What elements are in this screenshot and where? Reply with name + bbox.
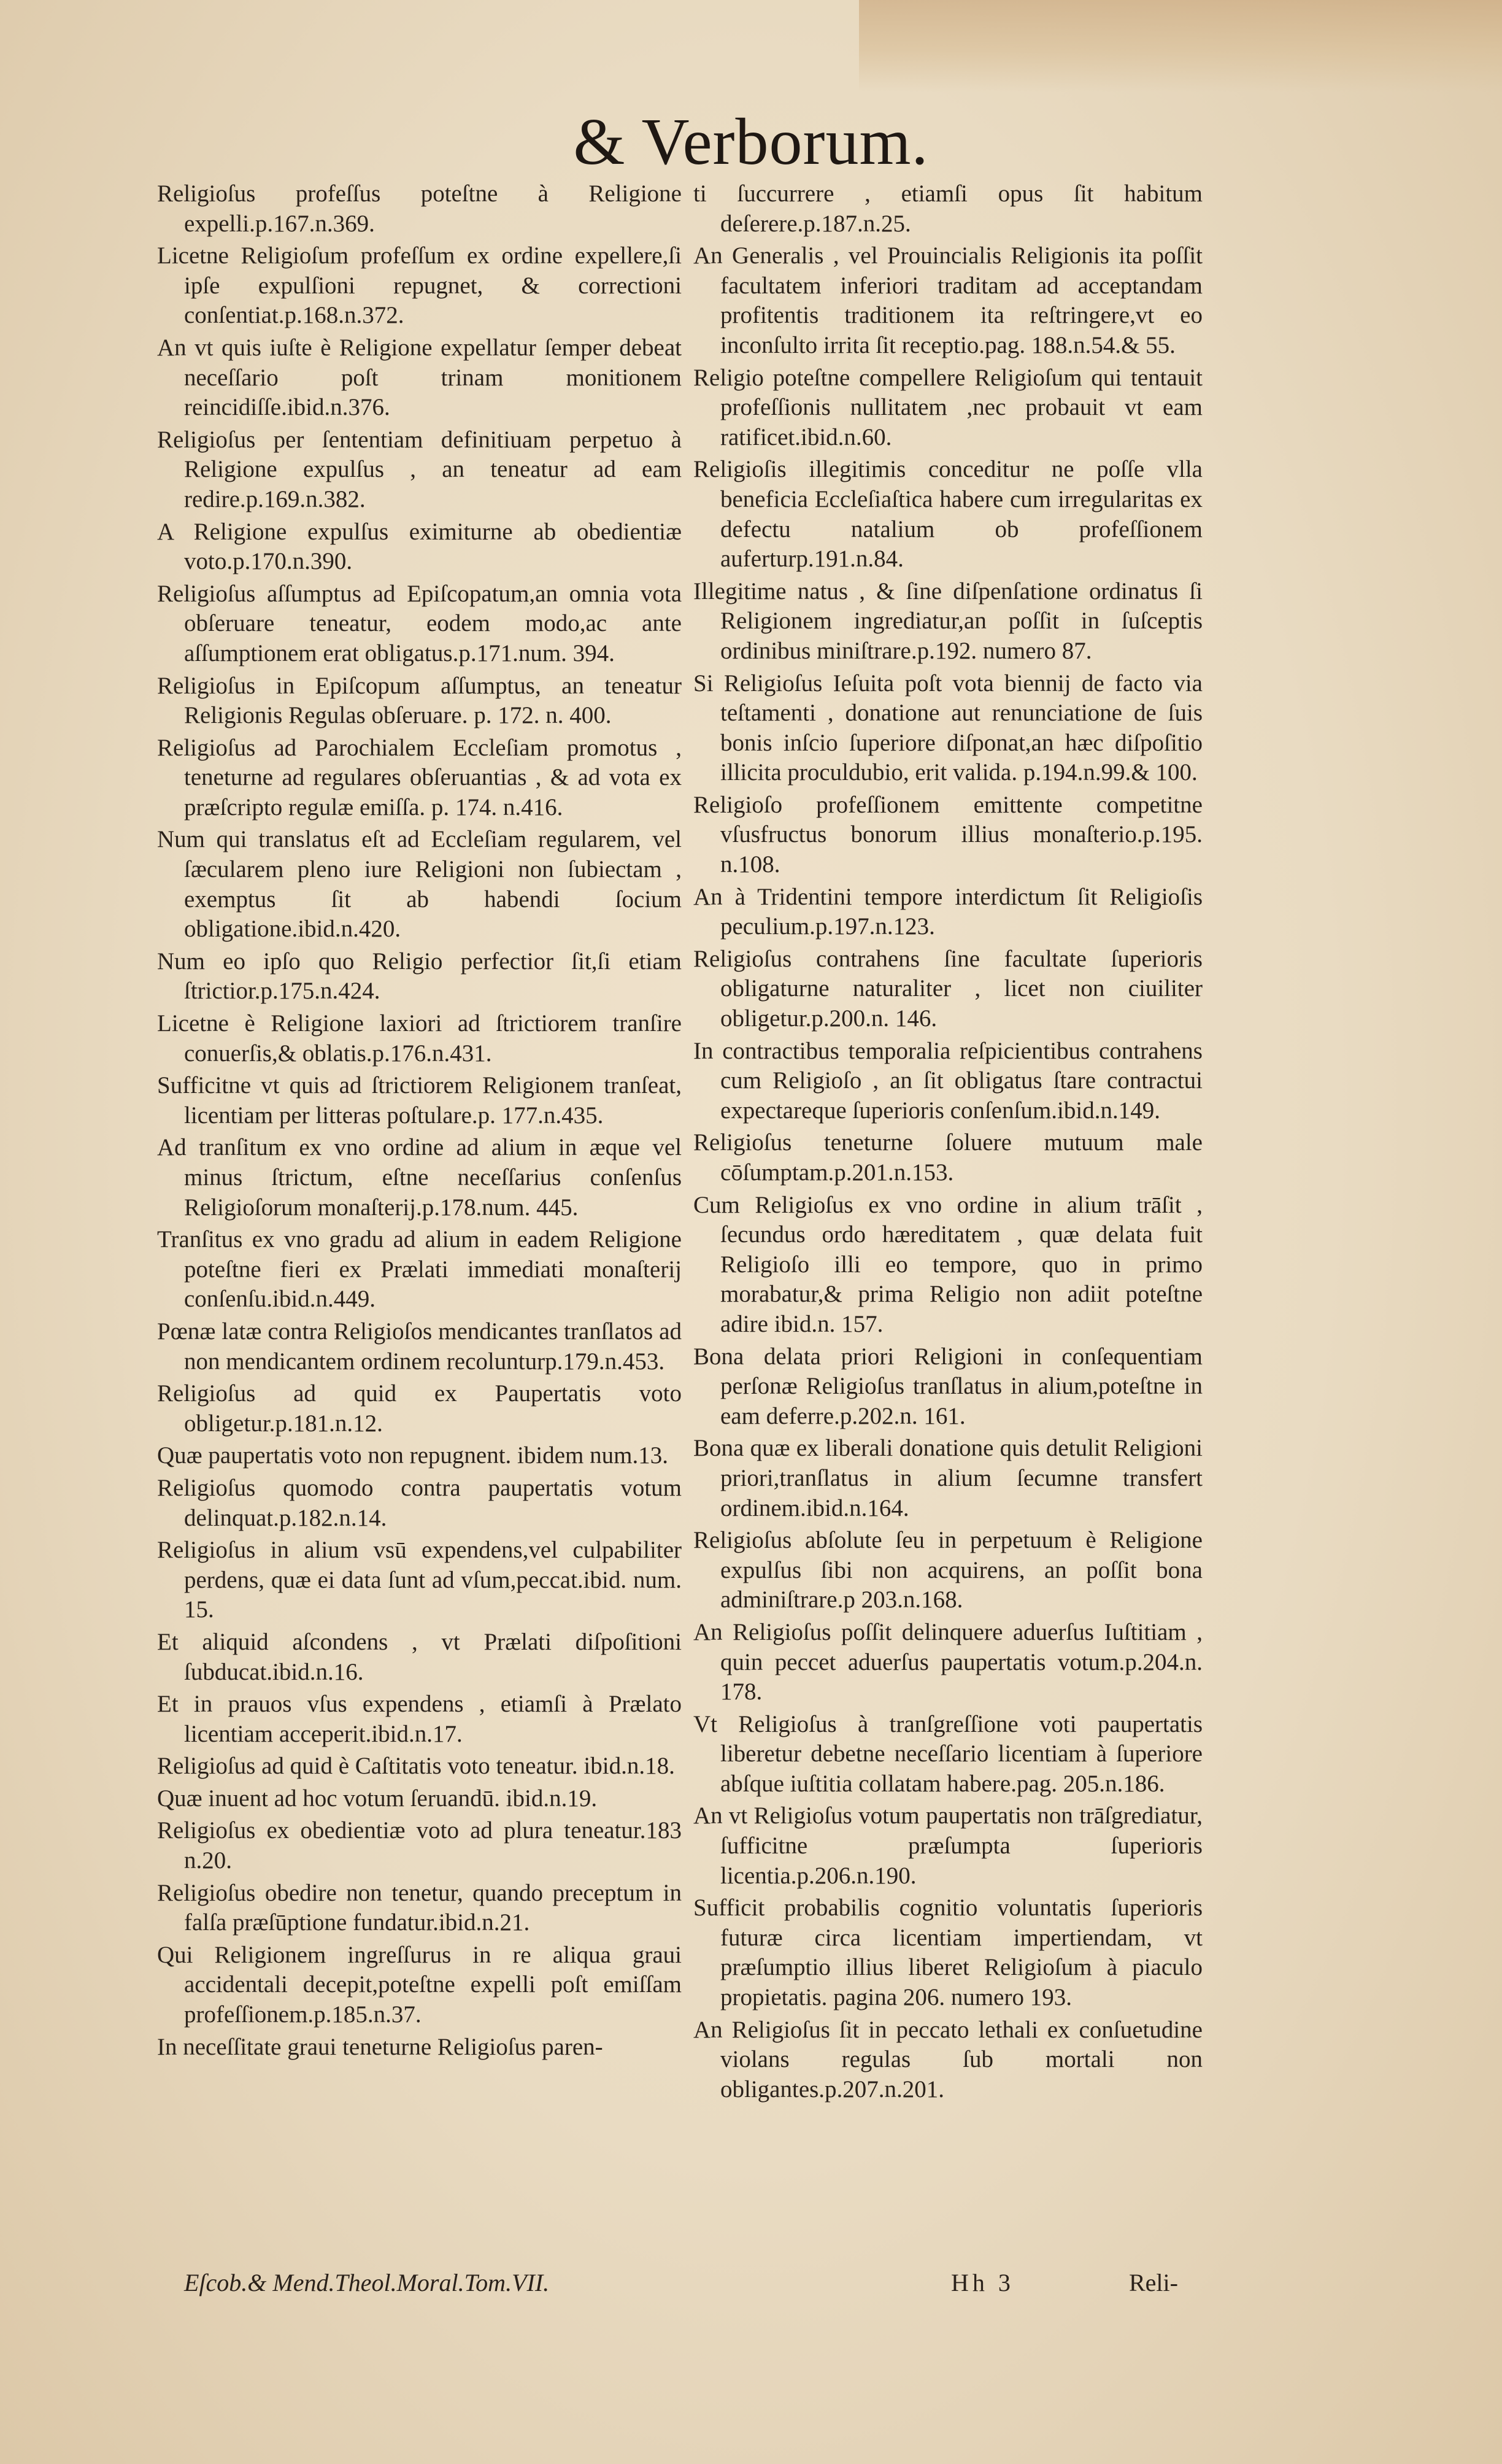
running-signature: Eſcob.& Mend.Theol.Moral.Tom.VII.	[184, 2269, 550, 2296]
index-entry: Sufficit probabilis cognitio voluntatis ſuperioris futuræ circa licentiam impertiendam, vt præſumptio illius liberet Religioſum à piaculo propietatis. pagina 206. numero 193.	[693, 1894, 1203, 2011]
index-entry: An Religioſus poſſit delinquere aduerſus Iuſtitiam , quin peccet aduerſus paupertatis votum.p.204.n. 178.	[693, 1618, 1203, 1705]
index-entry: Et in prauos vſus expendens , etiamſi à Prælato licentiam acceperit.ibid.n.17.	[157, 1691, 682, 1747]
page-title: & Verborum.	[573, 106, 929, 179]
index-entry: Religioſus ex obedientiæ voto ad plura teneatur.183 n.20.	[157, 1817, 682, 1874]
index-entry: An Generalis , vel Prouincialis Religionis ita poſſit facultatem inferiori traditam ad acceptandam profitentis traditionem ita reſtringere,vt eo inconſulto irrita ſit receptio.pag. 188.n.54.& 55.	[693, 242, 1203, 358]
index-entry: Pœnæ latæ contra Religioſos mendicantes tranſlatos ad non mendicantem ordinem recolunturp.179.n.453.	[157, 1318, 682, 1375]
index-entry: Licetne Religioſum profeſſum ex ordine expellere,ſi ipſe expulſioni repugnet, & correctioni conſentiat.p.168.n.372.	[157, 242, 682, 329]
index-entry: Religioſus per ſententiam definitiuam perpetuo à Religione expulſus , an teneatur ad eam redire.p.169.n.382.	[157, 426, 682, 512]
index-entry: In contractibus temporalia reſpicientibus contrahens cum Religioſo , an ſit obligatus ſtare contractui expectareque ſuperioris conſenſum.ibid.n.149.	[693, 1037, 1203, 1124]
index-entry: Religioſus in Epiſcopum aſſumptus, an teneatur Religionis Regulas obſeruare. p. 172. n. 400.	[157, 672, 682, 729]
index-entry: Religioſus abſolute ſeu in perpetuum è Religione expulſus ſibi non acquirens, an poſſit bona adminiſtrare.p 203.n.168.	[693, 1527, 1203, 1613]
index-entry: Religio poteſtne compellere Religioſum qui tentauit profeſſionis nullitatem ,nec probauit vt eam ratificet.ibid.n.60.	[693, 364, 1203, 450]
index-entry: Religioſus teneturne ſoluere mutuum male cōſumptam.p.201.n.153.	[693, 1129, 1203, 1186]
index-entry: ti ſuccurrere , etiamſi opus ſit habitum deſerere.p.187.n.25.	[693, 180, 1203, 237]
index-entry: Religioſus obedire non tenetur, quando preceptum in falſa præſūptione fundatur.ibid.n.21.	[157, 1879, 682, 1936]
index-entry: An Religioſus ſit in peccato lethali ex conſuetudine violans regulas ſub mortali non obligantes.p.207.n.201.	[693, 2016, 1203, 2103]
index-entry: Ad tranſitum ex vno ordine ad alium in æque vel minus ſtrictum, eſtne neceſſarius conſenſus Religioſorum monaſterij.p.178.num. 445.	[157, 1134, 682, 1221]
index-entry: Tranſitus ex vno gradu ad alium in eadem Religione poteſtne fieri ex Prælati immediati monaſterij conſenſu.ibid.n.449.	[157, 1226, 682, 1313]
index-entry: An à Tridentini tempore interdictum ſit Religioſis peculium.p.197.n.123.	[693, 883, 1203, 940]
index-entry: Religioſus contrahens ſine facultate ſuperioris obligaturne naturaliter , licet non ciuiliter obligetur.p.200.n. 146.	[693, 945, 1203, 1032]
index-entry: Religioſus in alium vsū expendens,vel culpabiliter perdens, quæ ei data ſunt ad vſum,peccat.ibid. num. 15.	[157, 1537, 682, 1623]
catchword: Reli-	[1129, 2269, 1178, 2296]
index-entry: Quæ paupertatis voto non repugnent. ibidem num.13.	[157, 1442, 668, 1469]
index-entry: Bona quæ ex liberali donatione quis detulit Religioni priori,tranſlatus in alium ſecumne transfert ordinem.ibid.n.164.	[693, 1435, 1203, 1521]
index-entry: Licetne è Religione laxiori ad ſtrictiorem tranſire conuerſis,& oblatis.p.176.n.431.	[157, 1010, 682, 1067]
index-entry: Illegitime natus , & ſine diſpenſatione ordinatus ſi Religionem ingrediatur,an poſſit in ſuſceptis ordinibus miniſtrare.p.192. numero 87.	[693, 577, 1203, 664]
index-entry: Religioſus aſſumptus ad Epiſcopatum,an omnia vota obſeruare teneatur, eodem modo,ac ante aſſumptionem erat obligatus.p.171.num. 394.	[157, 580, 682, 666]
index-entry: Religioſus quomodo contra paupertatis votum delinquat.p.182.n.14.	[157, 1474, 682, 1531]
index-entry: Quæ inuent ad hoc votum ſeruandū. ibid.n.19.	[157, 1785, 598, 1812]
index-entry: Religioſus ad quid è Caſtitatis voto teneatur. ibid.n.18.	[157, 1753, 675, 1780]
index-entry: Et aliquid aſcondens , vt Prælati diſpoſitioni ſubducat.ibid.n.16.	[157, 1628, 682, 1685]
index-entry: Vt Religioſus à tranſgreſſione voti paupertatis liberetur debetne neceſſario licentiam à ſuperiore abſque iuſtitia collatam habere.pag. 205.n.186.	[693, 1710, 1203, 1797]
index-entry: Num eo ipſo quo Religio perfectior ſit,ſi etiam ſtrictior.p.175.n.424.	[157, 948, 682, 1005]
index-entry: Religioſus ad Parochialem Eccleſiam promotus , teneturne ad regulares obſeruantias , & ad vota ex præſcripto regulæ emiſſa. p. 174. n.416.	[157, 734, 682, 821]
index-entry: A Religione expulſus eximiturne ab obedientiæ voto.p.170.n.390.	[157, 518, 682, 575]
signature-mark: Hh 3	[951, 2269, 1014, 2296]
index-entry: An vt Religioſus votum paupertatis non trāſgrediatur, ſufficitne præſumpta ſuperioris licentia.p.206.n.190.	[693, 1802, 1203, 1889]
index-entry: Religioſis illegitimis conceditur ne poſſe vlla beneficia Eccleſiaſtica habere cum irregularitas ex defectu natalium ob profeſſionem auferturp.191.n.84.	[693, 456, 1203, 573]
index-entry: An vt quis iuſte è Religione expellatur ſemper debeat neceſſario poſt trinam monitionem reincidiſſe.ibid.n.376.	[157, 334, 682, 421]
left-column	[157, 179, 682, 2064]
index-entry: Sufficitne vt quis ad ſtrictiorem Religionem tranſeat, licentiam per litteras poſtulare.p. 177.n.435.	[157, 1072, 682, 1129]
index-entry: Cum Religioſus ex vno ordine in alium trāſit , ſecundus ordo hæreditatem , quæ delata fuit Religioſo illi eo tempore, quo in primo morabatur,& prima Religio non adiit poteſtne adire ibid.n. 157.	[693, 1191, 1203, 1337]
water-stain	[859, 0, 1502, 92]
right-column	[693, 179, 1203, 2107]
index-entry: Bona delata priori Religioni in conſequentiam perſonæ Religioſus tranſlatus in alium,poteſtne in eam deferre.p.202.n. 161.	[693, 1343, 1203, 1429]
index-entry: In neceſſitate graui teneturne Religioſus paren-	[157, 2033, 603, 2060]
index-entry: Religioſo profeſſionem emittente competitne vſusfructus bonorum illius monaſterio.p.195. n.108.	[693, 791, 1203, 878]
index-entry: Religioſus profeſſus poteſtne à Religione expelli.p.167.n.369.	[157, 180, 682, 237]
index-entry: Qui Religionem ingreſſurus in re aliqua graui accidentali decepit,poteſtne expelli poſt emiſſam profeſſionem.p.185.n.37.	[157, 1941, 682, 2028]
index-entry: Num qui translatus eſt ad Eccleſiam regularem, vel ſæcularem pleno iure Religioni non ſubiectam , exemptus ſit ab habendi ſocium obligatione.ibid.n.420.	[157, 826, 682, 943]
index-entry: Religioſus ad quid ex Paupertatis voto obligetur.p.181.n.12.	[157, 1380, 682, 1437]
index-entry: Si Religioſus Ieſuita poſt vota biennij de facto via teſtamenti , donatione aut renunciatione de ſuis bonis inſcio ſuperiore diſponat,an hæc diſpoſitio illicita proculdubio, erit valida. p.194.n.99.& 100.	[693, 670, 1203, 786]
